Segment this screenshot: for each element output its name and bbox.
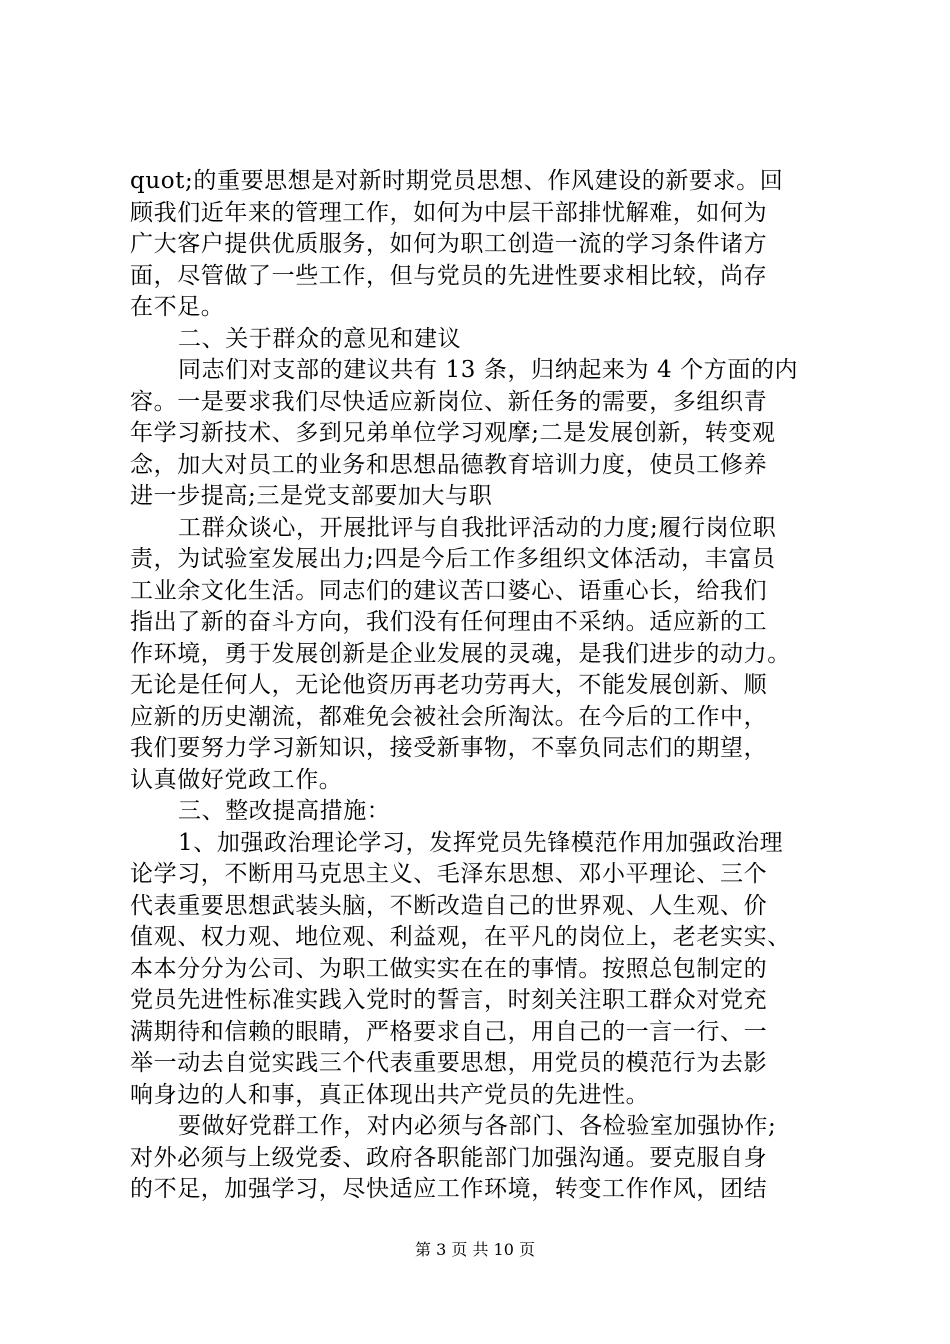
page-footer: 第 3 页 共 10 页 [415, 1240, 535, 1259]
text-line: 在不足。 [130, 294, 225, 320]
text-line: 代表重要思想武装头脑，不断改造自己的世界观、人生观、价 [130, 892, 768, 919]
text-line: 工群众谈心，开展批评与自我批评活动的力度;履行岗位职 [178, 514, 777, 541]
text-line: 的不足，加强学习，尽快适应工作环境，转变工作作风，团结 [130, 1176, 768, 1202]
text-line: 我们要努力学习新知识，接受新事物，不辜负同志们的期望， [130, 735, 768, 761]
text-line: 举一动去自觉实践三个代表重要思想，用党员的模范行为去影 [130, 1050, 768, 1076]
text-line: 二、关于群众的意见和建议 [178, 325, 462, 352]
text-line: 进一步提高;三是党支部要加大与职 [130, 483, 493, 509]
text-line: 对外必须与上级党委、政府各职能部门加强沟通。要克服自身 [130, 1144, 768, 1171]
text-line: quot;的重要思想是对新时期党员思想、作风建设的新要求。回 [130, 168, 784, 194]
text-line: 面，尽管做了一些工作，但与党员的先进性要求相比较，尚存 [130, 262, 768, 289]
text-line: 要做好党群工作，对内必须与各部门、各检验室加强协作; [178, 1113, 777, 1139]
text-line: 作环境，勇于发展创新是企业发展的灵魂，是我们进步的动力。 [130, 640, 791, 667]
text-line: 无论是任何人，无论他资历再老功劳再大，不能发展创新、顺 [130, 672, 768, 698]
text-line: 三、整改提高措施： [178, 798, 391, 824]
text-line: 应新的历史潮流，都难免会被社会所淘汰。在今后的工作中， [130, 703, 768, 730]
text-line: 顾我们近年来的管理工作，如何为中层干部排忧解难，如何为 [130, 199, 768, 226]
text-line: 值观、权力观、地位观、利益观，在平凡的岗位上，老老实实、 [130, 924, 791, 950]
text-line: 本本分分为公司、为职工做实实在在的事情。按照总包制定的 [130, 955, 768, 982]
text-line: 念，加大对员工的业务和思想品德教育培训力度，使员工修养 [130, 451, 768, 478]
text-line: 同志们对支部的建议共有 13 条，归纳起来为 4 个方面的内 [178, 357, 799, 383]
text-line: 1、加强政治理论学习，发挥党员先锋模范作用加强政治理 [178, 829, 784, 856]
text-line: 指出了新的奋斗方向，我们没有任何理由不采纳。适应新的工 [130, 609, 768, 635]
text-line: 责，为试验室发展出力;四是今后工作多组织文体活动，丰富员 [130, 546, 776, 572]
document-body [130, 166, 830, 1206]
text-line: 论学习，不断用马克思主义、毛泽东思想、邓小平理论、三个 [130, 861, 768, 887]
text-line: 年学习新技术、多到兄弟单位学习观摩;二是发展创新，转变观 [130, 420, 776, 446]
text-line: 广大客户提供优质服务，如何为职工创造一流的学习条件诸方 [130, 231, 768, 257]
text-line: 工业余文化生活。同志们的建议苦口婆心、语重心长，给我们 [130, 577, 768, 604]
text-line: 容。一是要求我们尽快适应新岗位、新任务的需要，多组织青 [130, 388, 768, 415]
text-line: 认真做好党政工作。 [130, 766, 343, 793]
text-line: 党员先进性标准实践入党时的誓言，时刻关注职工群众对党充 [130, 987, 768, 1013]
text-line: 满期待和信赖的眼睛，严格要求自己，用自己的一言一行、一 [130, 1018, 768, 1045]
text-line: 响身边的人和事，真正体现出共产党员的先进性。 [130, 1081, 650, 1108]
